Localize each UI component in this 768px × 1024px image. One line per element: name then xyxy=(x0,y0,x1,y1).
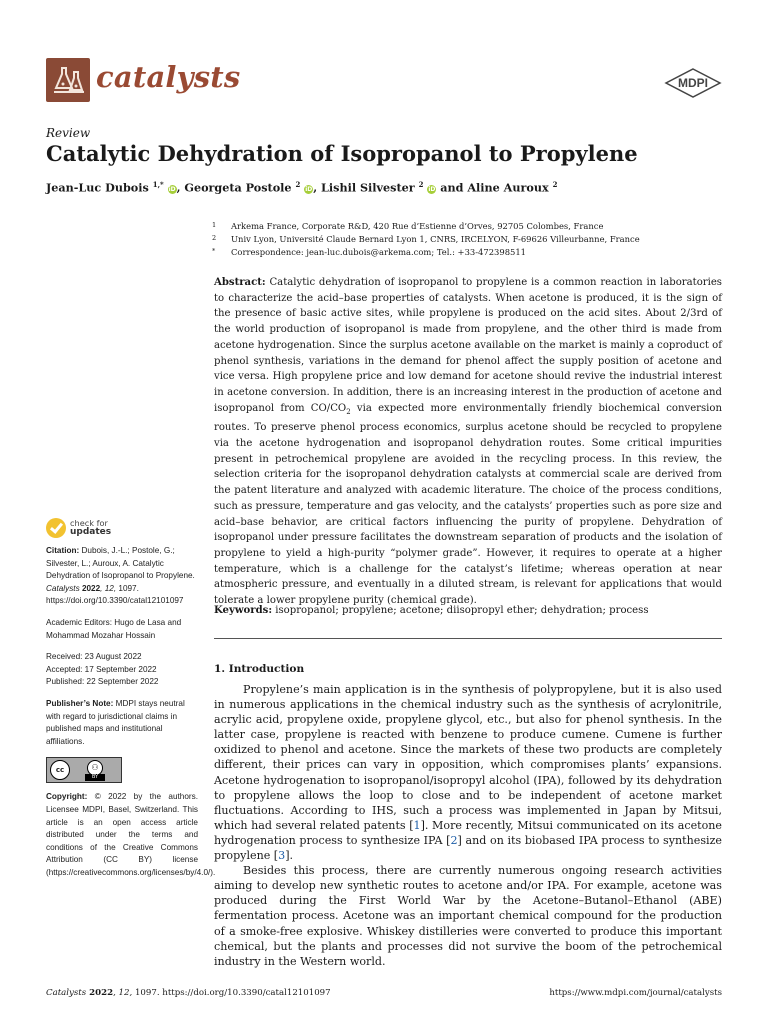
keywords-text: isopropanol; propylene; acetone; diisopropyl ether; dehydration; process xyxy=(272,605,649,616)
citation-text: Dubois, J.-L.; Postole, G.; Silvester, L.; Auroux, A. Catalytic Dehydration of Isopropanol to Propylene. xyxy=(46,546,195,581)
citation-link[interactable]: 1 xyxy=(413,818,421,832)
check-updates-label xyxy=(70,519,140,537)
check-updates-line2: updates xyxy=(70,527,112,537)
citation-link[interactable]: 3 xyxy=(278,849,286,863)
orcid-icon[interactable]: iD xyxy=(168,185,176,193)
footer-citation xyxy=(46,988,331,998)
publisher-note xyxy=(46,698,198,748)
citation-journal: Catalysts xyxy=(46,583,80,593)
abstract xyxy=(214,275,722,609)
citation-block xyxy=(46,545,198,608)
cc-by-license-icon[interactable] xyxy=(46,757,122,783)
paragraph-text: Propylene’s main application is in the synthesis of polypropylene, but it is also used in numerous applications in the chemical industry such as the synthesis of acrylonitrile, acrylic acid, propylene oxide, propylene glycol, etc., but also for phenol synthesis. In the latter case, propylene is reacted with benzene to produce cumene. Cumene is further oxidized to phenol and acetone. Since the markets of these two products are completely different, their prices can vary in opposition, which compromises plants’ expansions. Acetone hydrogenation to isopropanol/isopropyl alcohol (IPA), followed by its dehydration to propylene allows the loop to close and to be independent of acetone market fluctuations. According to IHS, such a process was implemented in Japan by Mitsui, which had several related patents [ xyxy=(214,683,722,832)
author-affiliation-mark: 1,* xyxy=(152,180,164,189)
author-separator: , xyxy=(313,180,322,195)
abstract-label: Abstract: xyxy=(214,277,266,288)
affiliation-mark: 1 xyxy=(212,221,217,229)
author-name[interactable]: Lishil Silvester xyxy=(321,180,415,195)
paragraph-text: ]. More recently, Mitsui communicated on its acetone hydrogenation process to synthesize IPA [ xyxy=(214,818,722,847)
citation-link[interactable]: 2 xyxy=(450,833,458,847)
keywords xyxy=(214,603,722,619)
orcid-icon[interactable]: iD xyxy=(305,185,313,193)
citation-doi[interactable]: 1097. https://doi.org/10.3390/catal12101097 xyxy=(46,583,184,606)
by-label: BY xyxy=(85,774,105,781)
article-sidebar xyxy=(46,545,216,888)
publisher-note-text: MDPI stays neutral with regard to jurisdictional claims in published maps and institutional affiliations. xyxy=(46,698,185,746)
academic-editors: Academic Editors: Hugo de Lasa and Mohammad Mozahar Hossain xyxy=(46,617,182,640)
paragraph-text: ]. xyxy=(285,849,294,863)
author-name[interactable]: Georgeta Postole xyxy=(184,180,292,195)
author-name[interactable]: Aline Auroux xyxy=(467,180,549,195)
journal-name[interactable]: catalysts xyxy=(96,60,241,94)
copyright-block xyxy=(46,791,216,879)
paragraph-text: ] and on its biobased IPA process to synthesize propylene [ xyxy=(214,833,722,863)
abstract-text: Catalytic dehydration of isopropanol to propylene is a common reaction in laboratories to characterize the acid–base properties of catalysts. When acetone is produced, it is the sign of the presence of basic active sites, while propylene is produced on the acid sites. About 2/3rd of the world production of isopropanol is made from propylene, and the other third is made from acetone hydrogenation. Since the surplus acetone available on the market is mainly a coproduct of phenol synthesis, variations in the demand for phenol affect the supply position of acetone and vice versa. High propylene price and low demand for acetone should revive the industrial interest in acetone conversion. In addition, there is an increasing interest in the production of acetone and isopropanol from CO/CO xyxy=(214,277,722,414)
article-type: Review xyxy=(46,126,91,140)
keywords-label: Keywords: xyxy=(214,605,273,616)
journal-logo-icon xyxy=(46,58,90,102)
orcid-icon[interactable]: iD xyxy=(428,185,436,193)
affiliation-item xyxy=(212,233,712,246)
abstract-text: via expected more environmentally friendly biochemical conversion routes. To preserve phenol process economics, surplus acetone should be recycled to propylene via the acetone hydrogenation and isopropanol dehydration routes. Some critical impurities present in petrochemical propylene are avoided in the recycling process. In this review, the selection criteria for the isopropanol dehydration catalysts at commercial scale are derived from the patent literature and analyzed with academic literature. The choice of the process conditions, such as pressure, temperature and gas velocity, and the catalysts’ properties such as pore size and acid–base behavior, are critical factors influencing the purity of propylene. Dehydration of isopropanol under pressure facilitates the downstream separation of products and the isolation of propylene to yield a high-purity “polymer grade”. However, it requires to operate at a higher temperature, which is a challenge for the catalyst’s lifetime; whereas operation at near atmospheric pressure, and eventually in a diluted stream, is relevant for applications that would tolerate a lower propylene purity (chemical grade). xyxy=(214,402,722,607)
author-separator: and xyxy=(436,180,468,195)
mdpi-logo[interactable] xyxy=(664,68,722,102)
footer-journal: Catalysts xyxy=(46,988,87,998)
published-date: Published: 22 September 2022 xyxy=(46,677,159,687)
section-heading: 1. Introduction xyxy=(214,663,305,675)
paragraph xyxy=(214,682,722,863)
correspondence-text[interactable]: Correspondence: jean-luc.dubois@arkema.com; Tel.: +33-472398511 xyxy=(231,247,527,257)
cc-icon: cc xyxy=(50,760,70,780)
publisher-note-label: Publisher’s Note: xyxy=(46,698,114,708)
copyright-text: © 2022 by the authors. Licensee MDPI, Basel, Switzerland. This article is an open access article distributed under the terms and conditions of the Creative Commons Attribution (CC BY) license (https://creativecommons.org/licenses/by/4.0/). xyxy=(46,792,216,877)
citation-year: 2022 xyxy=(79,583,101,593)
author-affiliation-mark: 2 xyxy=(418,180,424,189)
abstract-subscript: 2 xyxy=(346,407,351,416)
footer-volume: , 12, xyxy=(113,988,133,998)
author-list xyxy=(46,180,557,195)
received-date: Received: 23 August 2022 xyxy=(46,652,142,662)
affiliation-item xyxy=(212,220,712,233)
publication-dates xyxy=(46,651,198,689)
check-updates-icon xyxy=(46,518,66,538)
affiliation-mark: 2 xyxy=(212,234,217,242)
introduction-body xyxy=(214,682,722,969)
author-affiliation-mark: 2 xyxy=(552,180,558,189)
citation-label: Citation: xyxy=(46,546,80,555)
author-separator: , xyxy=(176,180,185,195)
footer-doi[interactable]: 1097. https://doi.org/10.3390/catal12101097 xyxy=(132,988,331,998)
footer-journal-url[interactable]: https://www.mdpi.com/journal/catalysts xyxy=(549,988,722,998)
mdpi-logo-text: MDPI xyxy=(678,76,708,90)
author-name[interactable]: Jean-Luc Dubois xyxy=(46,180,149,195)
footer-year: 2022 xyxy=(86,988,114,998)
section-divider xyxy=(214,638,722,639)
check-updates-line1: check for xyxy=(70,518,108,528)
author-affiliation-mark: 2 xyxy=(295,180,301,189)
affiliations xyxy=(212,220,712,259)
affiliation-text: Arkema France, Corporate R&D, 420 Rue d’Estienne d’Orves, 92705 Colombes, France xyxy=(231,221,604,231)
affiliation-mark: * xyxy=(212,247,216,255)
affiliation-text: Univ Lyon, Université Claude Bernard Lyon 1, CNRS, IRCELYON, F-69626 Villeurbanne, France xyxy=(231,234,640,244)
affiliation-item xyxy=(212,246,712,259)
article-title: Catalytic Dehydration of Isopropanol to Propylene xyxy=(46,141,638,166)
copyright-label: Copyright: xyxy=(46,792,88,802)
accepted-date: Accepted: 17 September 2022 xyxy=(46,664,157,674)
paragraph: Besides this process, there are currently numerous ongoing research activities aiming to develop new synthetic routes to acetone and/or IPA. For example, acetone was produced during the First World War by the Acetone–Butanol–Ethanol (ABE) fermentation process. Acetone was an important chemical compound for the production of a smoke-free explosive. Whiskey distilleries were converted to produce this important chemical, but the plants and processes did not survive the boom of the petrochemical industry in the Western world. xyxy=(214,864,722,968)
citation-volume: , 12, xyxy=(100,583,117,593)
attribution-person-icon: ⚇ xyxy=(87,760,103,776)
